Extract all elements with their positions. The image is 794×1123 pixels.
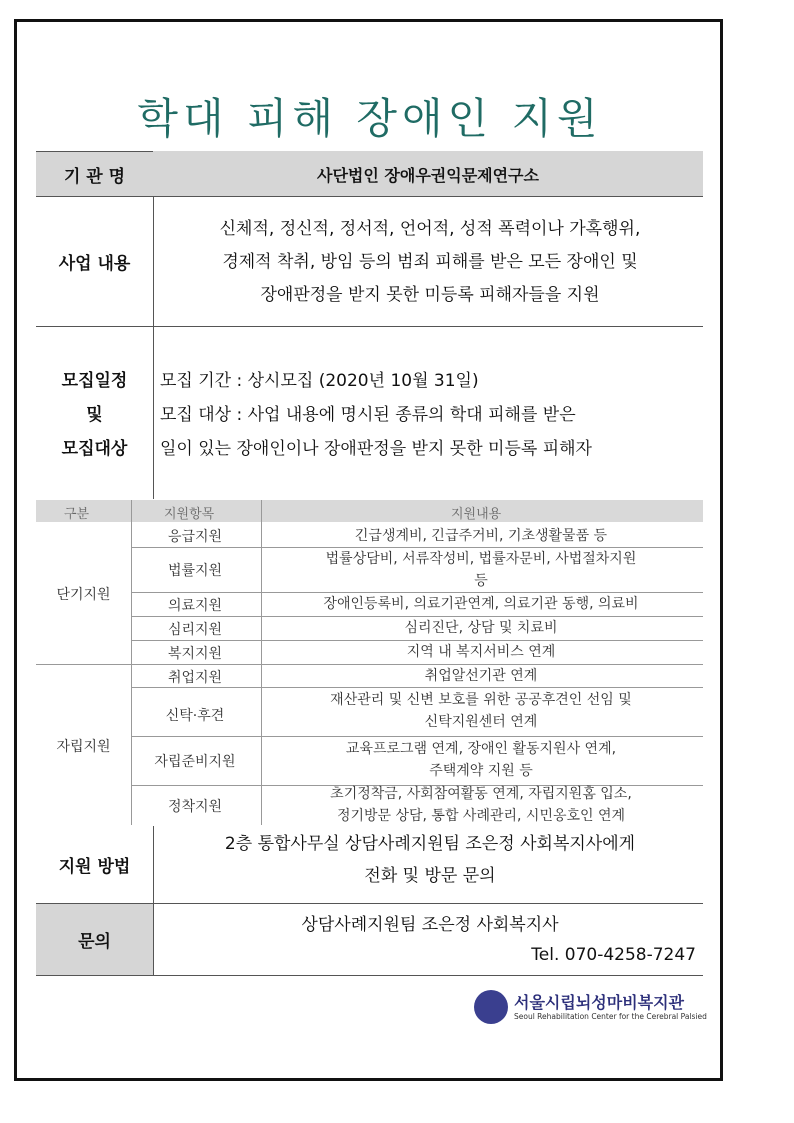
- contact-label: 문의: [36, 904, 153, 975]
- desc-settlement: [261, 783, 701, 827]
- item-psychological: 심리지원: [167, 622, 223, 638]
- item-independence-prep: 자립준비지원: [154, 754, 236, 770]
- organization-logo: [474, 988, 707, 1028]
- support-table: [36, 500, 703, 825]
- desc-independence-prep: [261, 738, 701, 782]
- row-divider: [36, 326, 703, 327]
- desc-line: 법률상담비, 서류작성비, 법률자문비, 사법절차지원: [325, 551, 637, 567]
- desc-trust: [261, 689, 701, 733]
- desc-emergency: 긴급생계비, 긴급주거비, 기초생활물품 등: [354, 528, 608, 544]
- recruit-line: 일이 있는 장애인이나 장애판정을 받지 못한 미등록 피해자: [160, 439, 592, 459]
- recruit-label-line: 모집일정: [61, 371, 128, 391]
- desc-line: 초기정착금, 사회참여활동 연계, 자립지원홈 입소,: [330, 786, 632, 802]
- item-settlement: 정착지원: [167, 799, 223, 815]
- item-employment: 취업지원: [167, 670, 223, 686]
- desc-welfare: 지역 내 복지서비스 연계: [406, 644, 556, 660]
- desc-line: 등: [474, 573, 488, 589]
- logo-name: 서울시립뇌성마비복지관: [514, 993, 685, 1012]
- header-item: 지원항목: [164, 507, 215, 522]
- method-line: 전화 및 방문 문의: [364, 866, 496, 886]
- desc-line: 신탁지원센터 연계: [424, 714, 538, 730]
- project-line: 신체적, 정신적, 정서적, 언어적, 성적 폭력이나 가혹행위,: [219, 219, 641, 239]
- method-label: 지원 방법: [58, 857, 131, 877]
- desc-line: 재산관리 및 신변 보호를 위한 공공후견인 선임 및: [330, 692, 632, 708]
- row-divider: [36, 975, 703, 976]
- org-value: 사단법인 장애우권익문제연구소: [317, 166, 539, 185]
- desc-line: 정기방문 상담, 통합 사례관리, 시민옹호인 연계: [336, 808, 626, 824]
- project-label: 사업 내용: [58, 254, 131, 274]
- item-trust: 신탁·후견: [165, 708, 225, 724]
- recruit-label-line: 및: [86, 405, 103, 425]
- desc-line: 주택계약 지원 등: [429, 763, 533, 779]
- desc-employment: 취업알선기관 연계: [424, 668, 538, 684]
- desc-medical: 장애인등록비, 의료기관연계, 의료기관 동행, 의료비: [323, 596, 639, 612]
- item-emergency: 응급지원: [167, 529, 223, 545]
- contact-name: 상담사례지원팀 조은정 사회복지사: [301, 915, 559, 935]
- logo-subtitle: Seoul Rehabilitation Center for the Cerebral Palsied: [514, 1012, 707, 1021]
- logo-emblem-icon: [474, 990, 508, 1024]
- recruit-content: [160, 364, 700, 466]
- project-content: [160, 213, 700, 312]
- support-row-line: [131, 736, 703, 737]
- header-content: 지원내용: [451, 507, 502, 522]
- category-independence: 자립지원: [56, 739, 111, 755]
- recruit-line: 모집 대상 : 사업 내용에 명시된 종류의 학대 피해를 받은: [160, 405, 576, 425]
- recruit-label: [36, 360, 153, 470]
- desc-psychological: 심리진단, 상담 및 치료비: [404, 620, 558, 636]
- column-divider: [153, 826, 154, 975]
- org-value-cell: [153, 151, 703, 196]
- support-row-line: [131, 687, 703, 688]
- org-label: 기 관 명: [36, 152, 153, 196]
- desc-legal: [261, 548, 701, 592]
- category-short-term: 단기지원: [56, 587, 111, 603]
- item-legal: 법률지원: [167, 563, 223, 579]
- header-category: 구분: [64, 507, 90, 522]
- method-content: [160, 828, 700, 892]
- item-welfare: 복지지원: [167, 646, 223, 662]
- method-line: 2층 통합사무실 상담사례지원팀 조은정 사회복지사에게: [224, 834, 636, 854]
- page-title: 학대 피해 장애인 지원: [137, 94, 603, 143]
- item-medical: 의료지원: [167, 598, 223, 614]
- contact-phone: Tel. 070-4258-7247: [531, 945, 696, 965]
- recruit-label-line: 모집대상: [61, 439, 128, 459]
- desc-line: 교육프로그램 연계, 장애인 활동지원사 연계,: [345, 741, 617, 757]
- project-line: 장애판정을 받지 못한 미등록 피해자들을 지원: [260, 285, 600, 305]
- recruit-line: 모집 기간 : 상시모집 (2020년 10월 31일): [160, 371, 479, 391]
- project-line: 경제적 착취, 방임 등의 범죄 피해를 받은 모든 장애인 및: [222, 252, 638, 272]
- support-table-header: [36, 500, 703, 522]
- column-divider: [153, 151, 154, 499]
